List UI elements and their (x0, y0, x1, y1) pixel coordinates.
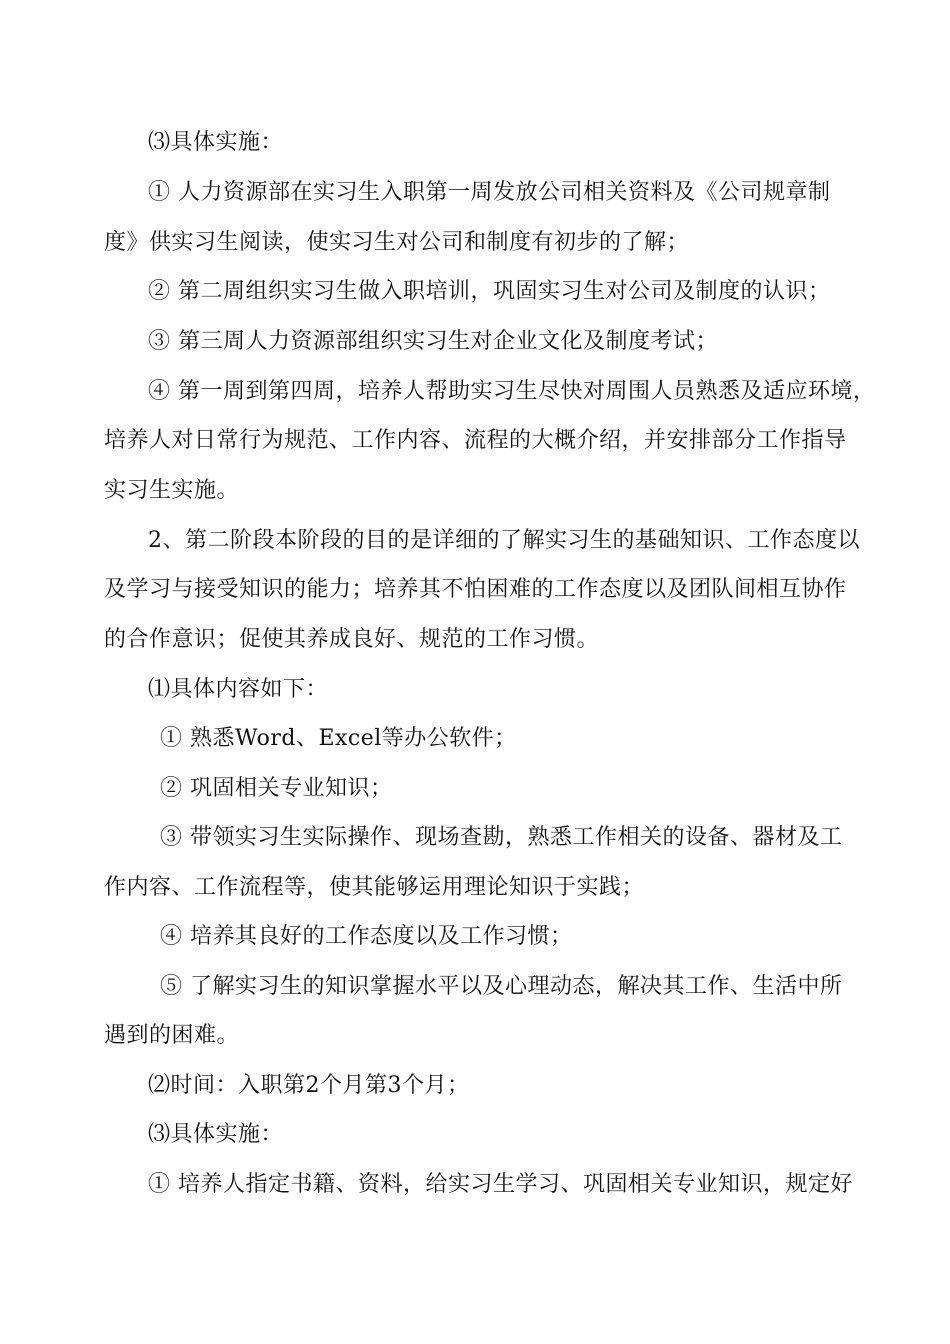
text-line: 遇到的困难。 (104, 1023, 240, 1048)
text-line: ③ 第三周人力资源部组织实习生对企业文化及制度考试； (148, 329, 718, 354)
text-line: ④ 培养其良好的工作态度以及工作习惯； (160, 924, 573, 949)
text-line: ⑤ 了解实习生的知识掌握水平以及心理动态，解决其工作、生活中所 (160, 974, 843, 999)
text-line: 作内容、工作流程等，使其能够运用理论知识于实践； (104, 875, 645, 900)
text-line: ③ 带领实习生实际操作、现场查勘，熟悉工作相关的设备、器材及工 (160, 825, 843, 850)
text-line: ④ 第一周到第四周，培养人帮助实习生尽快对周围人员熟悉及适应环境， (148, 379, 876, 404)
text-line: 度》供实习生阅读，使实习生对公司和制度有初步的了解； (104, 230, 690, 255)
text-line: ② 第二周组织实习生做入职培训，巩固实习生对公司及制度的认识； (148, 279, 831, 304)
text-line: ① 培养人指定书籍、资料，给实习生学习、巩固相关专业知识，规定好 (148, 1172, 853, 1197)
text-line: ⑶具体实施： (148, 1122, 284, 1147)
text-line: 的合作意识；促使其养成良好、规范的工作习惯。 (104, 627, 600, 652)
text-line: ⑵时间：入职第2个月第3个月； (148, 1073, 470, 1098)
text-line: ⑴具体内容如下： (148, 677, 329, 702)
text-line: 实习生实施。 (104, 478, 240, 503)
text-line: 及学习与接受知识的能力；培养其不怕困难的工作态度以及团队间相互协作 (104, 577, 847, 602)
text-line: ① 人力资源部在实习生入职第一周发放公司相关资料及《公司规章制 (148, 180, 831, 205)
text-line: ② 巩固相关专业知识； (160, 776, 393, 801)
text-line: ⑶具体实施： (148, 130, 284, 155)
text-line: ① 熟悉Word、Excel等办公软件； (160, 726, 517, 751)
text-line: 培养人对日常行为规范、工作内容、流程的大概介绍，并安排部分工作指导 (104, 428, 847, 453)
text-line: 2、第二阶段本阶段的目的是详细的了解实习生的基础知识、工作态度以 (148, 528, 860, 553)
